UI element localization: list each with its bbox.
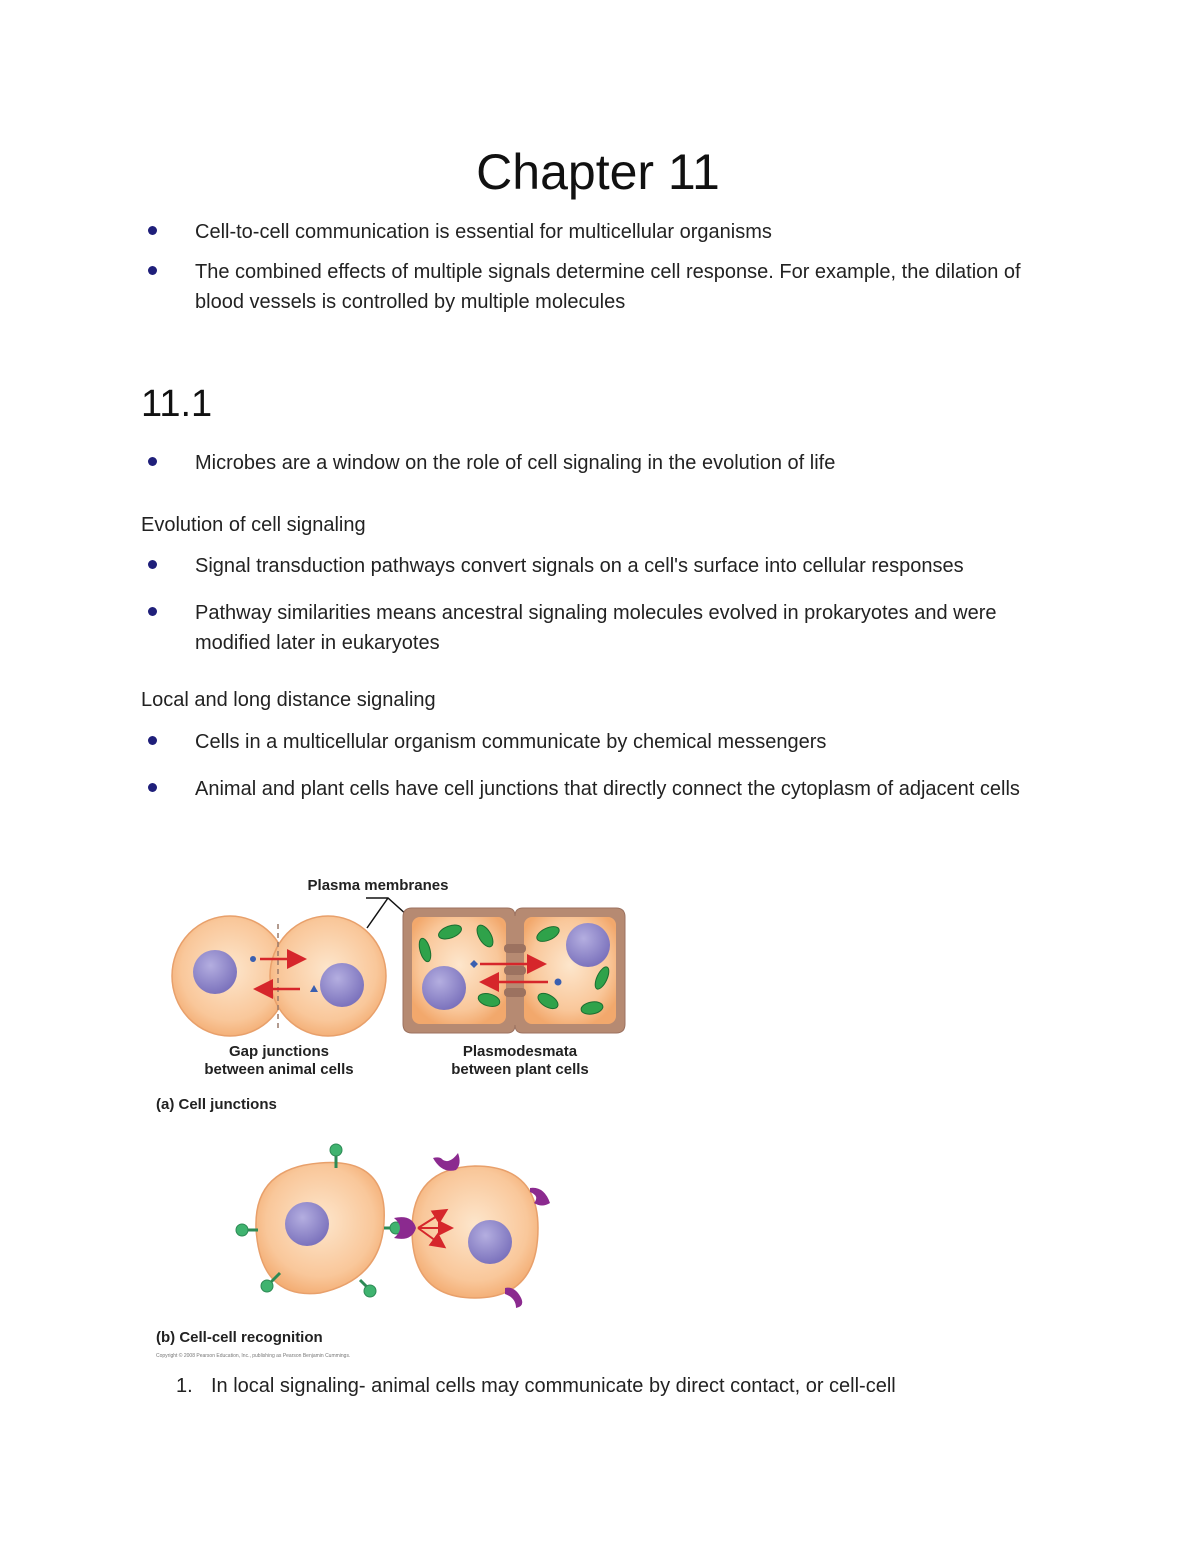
caption-cell-recognition: (b) Cell-cell recognition — [156, 1329, 323, 1346]
bullet-dot-icon — [148, 226, 157, 235]
bullet-item: Microbes are a window on the role of cell signaling in the evolution of life — [141, 448, 1061, 478]
bullet-item: The combined effects of multiple signals determine cell response. For example, the dilation of blood vessels is controlled by multiple molecules — [141, 257, 1061, 317]
bullet-dot-icon — [148, 266, 157, 275]
bullet-dot-icon — [148, 457, 157, 466]
plant-cells-diagram — [403, 908, 625, 1033]
subsection-heading: Evolution of cell signaling — [141, 514, 366, 536]
nucleus-icon — [193, 950, 237, 994]
nucleus-icon — [422, 966, 466, 1010]
cell-recognition-diagram — [236, 1144, 550, 1308]
cell-junctions-figure — [150, 868, 650, 1363]
caption-cell-junctions: (a) Cell junctions — [156, 1096, 277, 1113]
nucleus-icon — [468, 1220, 512, 1264]
bullet-dot-icon — [148, 736, 157, 745]
gap-junctions-sublabel: between animal cells — [204, 1061, 354, 1078]
copyright-notice: Copyright © 2008 Pearson Education, Inc., publishing as Pearson Benjamin Cummings. — [156, 1353, 351, 1359]
bullet-dot-icon — [148, 607, 157, 616]
nucleus-icon — [285, 1202, 329, 1246]
bullet-dot-icon — [148, 560, 157, 569]
section-heading: 11.1 — [141, 383, 213, 425]
nucleus-icon — [566, 923, 610, 967]
bullet-item: Cell-to-cell communication is essential for multicellular organisms — [141, 217, 1061, 247]
bullet-item: Cells in a multicellular organism communicate by chemical messengers — [141, 727, 1061, 757]
bullet-item: Animal and plant cells have cell junctions that directly connect the cytoplasm of adjacent cells — [141, 774, 1061, 804]
numbered-list-item — [176, 1372, 896, 1400]
plasma-membranes-label: Plasma membranes — [307, 877, 449, 894]
bullet-item: Pathway similarities means ancestral signaling molecules evolved in prokaryotes and were modified later in eukaryotes — [141, 598, 1061, 658]
list-item-text: In local signaling- animal cells may communicate by direct contact, or cell-cell — [211, 1375, 896, 1397]
nucleus-icon — [320, 963, 364, 1007]
bullet-item: Signal transduction pathways convert signals on a cell's surface into cellular responses — [141, 551, 1061, 581]
plasmodesmata-sublabel: between plant cells — [451, 1061, 589, 1078]
chapter-title: Chapter 11 — [476, 144, 720, 200]
plasmodesmata-label: Plasmodesmata — [462, 1043, 578, 1060]
gap-junctions-label: Gap junctions — [228, 1043, 330, 1060]
subsection-heading: Local and long distance signaling — [141, 689, 436, 711]
list-number: 1. — [176, 1375, 193, 1397]
animal-cells-diagram — [172, 916, 386, 1036]
bullet-dot-icon — [148, 783, 157, 792]
